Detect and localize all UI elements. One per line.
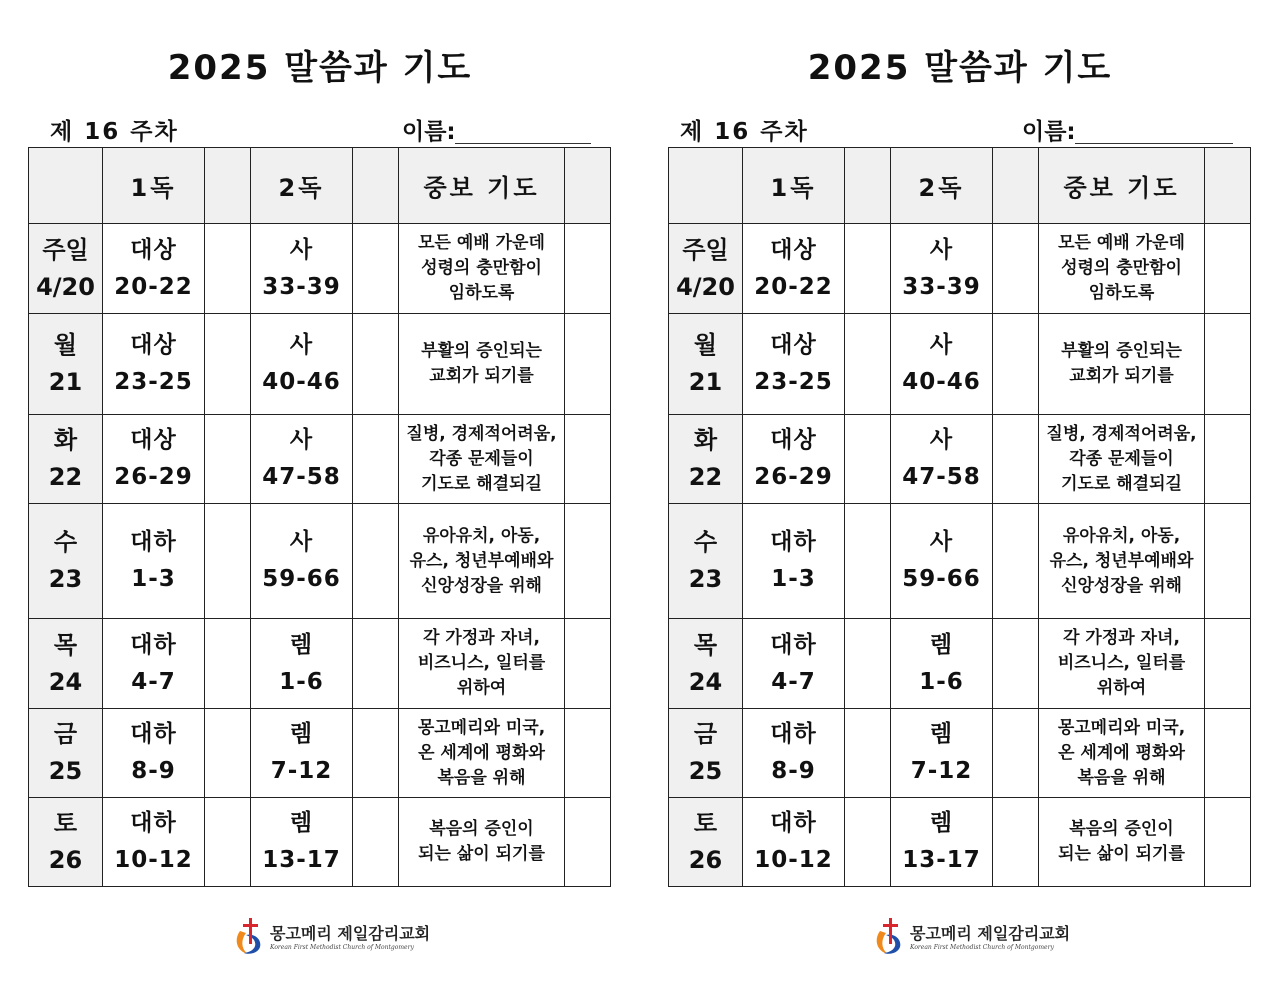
reading2-check-cell[interactable]: [353, 224, 399, 314]
prayer-cell: [399, 619, 565, 709]
prayer-line: 비즈니스, 일터를: [1057, 653, 1186, 673]
reading-prayer-table: [28, 147, 611, 887]
reading1-book: 대하: [130, 529, 177, 555]
reading2-check-cell[interactable]: [993, 415, 1039, 504]
reading1-chapters: 10-12: [754, 847, 833, 873]
reading2-chapters: 47-58: [902, 464, 981, 490]
table-row: [669, 504, 1251, 619]
week-label: 제 16 주차: [680, 119, 809, 145]
reading1-book: 대상: [770, 332, 817, 358]
day-cell: [29, 504, 103, 619]
prayer-check-cell[interactable]: [565, 415, 611, 504]
day-cell: [669, 314, 743, 415]
header-prayer: 중보 기도: [1039, 148, 1205, 224]
day-name: 금: [693, 720, 718, 748]
reading1-check-cell[interactable]: [205, 798, 251, 887]
table-row: [669, 314, 1251, 415]
prayer-check-cell[interactable]: [1205, 314, 1251, 415]
prayer-line: 부활의 증인되는: [421, 341, 542, 361]
reading2-check-cell[interactable]: [353, 709, 399, 798]
name-input-line[interactable]: [1075, 143, 1233, 144]
prayer-line: 성령의 충만함이: [421, 258, 542, 278]
reading2-check-cell[interactable]: [353, 619, 399, 709]
prayer-line: 몽고메리와 미국,: [417, 717, 546, 738]
reading1-cell: [743, 798, 845, 887]
prayer-line: 각 가정과 자녀,: [423, 628, 540, 648]
prayer-line: 교회가 되기를: [429, 366, 534, 386]
reading1-check-cell[interactable]: [845, 619, 891, 709]
prayer-line: 기도로 해결되길: [1061, 473, 1182, 494]
prayer-cell: [399, 314, 565, 415]
table-row: [669, 224, 1251, 314]
header-reading1: 1독: [103, 148, 205, 224]
reading1-chapters: 26-29: [114, 464, 193, 490]
name-input-line[interactable]: [455, 143, 591, 144]
reading2-chapters: 59-66: [902, 566, 981, 592]
header-check3: [1205, 148, 1251, 224]
prayer-line: 위하여: [1096, 678, 1147, 698]
day-date: 24: [688, 667, 723, 696]
reading1-book: 대상: [130, 236, 177, 263]
prayer-check-cell[interactable]: [1205, 504, 1251, 619]
reading2-book: 렘: [289, 810, 314, 836]
reading2-cell: [251, 415, 353, 504]
table-header-row: [29, 148, 611, 224]
reading2-cell: [891, 415, 993, 504]
prayer-check-cell[interactable]: [1205, 415, 1251, 504]
reading2-book: 사: [929, 332, 954, 358]
reading2-book: 렘: [289, 631, 314, 658]
reading2-chapters: 7-12: [270, 758, 333, 784]
prayer-line: 임하도록: [448, 283, 515, 303]
reading2-check-cell[interactable]: [993, 709, 1039, 798]
page-title: 2025 말씀과 기도: [807, 48, 1113, 88]
prayer-check-cell[interactable]: [565, 798, 611, 887]
reading2-cell: [251, 709, 353, 798]
day-name: 주일: [42, 235, 89, 264]
prayer-check-cell[interactable]: [565, 314, 611, 415]
prayer-cell: [399, 798, 565, 887]
church-name: 몽고메리 제일감리교회: [910, 924, 1071, 943]
prayer-line: 임하도록: [1088, 283, 1155, 303]
reading1-book: 대하: [770, 631, 817, 658]
reading1-book: 대상: [130, 332, 177, 358]
reading2-chapters: 13-17: [902, 847, 981, 873]
reading2-check-cell[interactable]: [353, 314, 399, 415]
reading2-check-cell[interactable]: [993, 798, 1039, 887]
page-title: 2025 말씀과 기도: [167, 48, 473, 88]
prayer-check-cell[interactable]: [565, 504, 611, 619]
prayer-line: 비즈니스, 일터를: [417, 653, 546, 673]
prayer-line: 질병, 경제적어려움,: [406, 423, 557, 444]
header-reading2: 2독: [891, 148, 993, 224]
day-cell: [669, 504, 743, 619]
reading2-chapters: 59-66: [262, 566, 341, 592]
reading1-chapters: 20-22: [754, 273, 833, 300]
reading2-check-cell[interactable]: [353, 798, 399, 887]
table-header-row: [669, 148, 1251, 224]
reading1-check-cell[interactable]: [845, 415, 891, 504]
reading1-cell: [743, 709, 845, 798]
table-row: [29, 415, 611, 504]
church-subtitle: Korean First Methodist Church of Montgomery: [910, 944, 1054, 951]
prayer-line: 교회가 되기를: [1069, 366, 1174, 386]
church-logo-icon: [872, 915, 908, 957]
reading1-cell: [103, 709, 205, 798]
reading1-cell: [743, 504, 845, 619]
header-day: [669, 148, 743, 224]
reading2-cell: [891, 504, 993, 619]
church-logo: [232, 915, 430, 957]
prayer-line: 위하여: [456, 678, 507, 698]
header-check2: [353, 148, 399, 224]
day-date: 25: [688, 757, 723, 785]
prayer-check-cell[interactable]: [1205, 619, 1251, 709]
reading1-chapters: 1-3: [771, 566, 816, 592]
reading1-book: 대하: [130, 721, 177, 747]
day-date: 26: [688, 846, 723, 874]
prayer-check-cell[interactable]: [565, 709, 611, 798]
reading2-check-cell[interactable]: [993, 504, 1039, 619]
reading2-book: 사: [929, 427, 954, 453]
prayer-check-cell[interactable]: [1205, 709, 1251, 798]
worksheet-right: [640, 0, 1280, 989]
prayer-cell: [1039, 224, 1205, 314]
day-cell: [669, 224, 743, 314]
name-label: 이름:: [1022, 119, 1076, 145]
day-name: 화: [693, 426, 718, 454]
prayer-line: 유아유치, 아동,: [422, 525, 541, 546]
reading2-cell: [891, 709, 993, 798]
prayer-line: 신앙성장을 위해: [1061, 575, 1182, 596]
reading2-cell: [251, 798, 353, 887]
reading1-cell: [743, 619, 845, 709]
reading2-chapters: 7-12: [910, 758, 973, 784]
reading1-cell: [103, 224, 205, 314]
reading2-book: 렘: [929, 721, 954, 747]
day-date: 21: [688, 368, 723, 396]
reading2-cell: [251, 504, 353, 619]
reading2-cell: [251, 619, 353, 709]
prayer-cell: [1039, 504, 1205, 619]
prayer-line: 성령의 충만함이: [1061, 258, 1182, 278]
prayer-line: 모든 예배 가운데: [1058, 233, 1185, 253]
table-row: [669, 709, 1251, 798]
reading1-chapters: 4-7: [131, 668, 176, 695]
reading2-cell: [891, 798, 993, 887]
day-date: 26: [48, 846, 83, 874]
church-subtitle: Korean First Methodist Church of Montgomery: [270, 944, 414, 951]
day-name: 화: [53, 426, 78, 454]
day-date: 22: [48, 463, 83, 491]
prayer-cell: [1039, 314, 1205, 415]
prayer-line: 유아유치, 아동,: [1062, 525, 1181, 546]
table-row: [29, 619, 611, 709]
reading1-check-cell[interactable]: [205, 224, 251, 314]
reading1-chapters: 1-3: [131, 566, 176, 592]
day-name: 목: [53, 630, 78, 659]
day-date: 4/20: [36, 272, 95, 301]
reading1-book: 대상: [130, 427, 177, 453]
church-logo-icon: [232, 915, 268, 957]
prayer-line: 복음을 위해: [1077, 767, 1166, 788]
prayer-check-cell[interactable]: [1205, 224, 1251, 314]
day-name: 월: [53, 331, 78, 359]
day-cell: [669, 415, 743, 504]
day-date: 24: [48, 667, 83, 696]
reading1-check-cell[interactable]: [845, 314, 891, 415]
reading2-book: 사: [289, 332, 314, 358]
church-logo: [872, 915, 1070, 957]
header-reading1: 1독: [743, 148, 845, 224]
reading2-check-cell[interactable]: [993, 619, 1039, 709]
reading2-book: 사: [289, 236, 314, 263]
table-row: [29, 504, 611, 619]
prayer-cell: [399, 709, 565, 798]
day-name: 주일: [682, 235, 729, 264]
reading2-cell: [891, 314, 993, 415]
day-cell: [669, 619, 743, 709]
header-check1: [845, 148, 891, 224]
reading1-book: 대하: [770, 810, 817, 836]
reading1-cell: [103, 798, 205, 887]
table-row: [29, 798, 611, 887]
reading1-check-cell[interactable]: [845, 224, 891, 314]
day-date: 25: [48, 757, 83, 785]
prayer-check-cell[interactable]: [1205, 798, 1251, 887]
day-name: 금: [53, 720, 78, 748]
prayer-line: 유스, 청년부예배와: [1049, 550, 1194, 571]
reading2-cell: [251, 314, 353, 415]
table-row: [29, 314, 611, 415]
prayer-cell: [1039, 415, 1205, 504]
reading2-book: 사: [289, 427, 314, 453]
reading1-chapters: 4-7: [771, 668, 816, 695]
reading1-cell: [743, 314, 845, 415]
reading1-check-cell[interactable]: [205, 619, 251, 709]
reading2-check-cell[interactable]: [993, 224, 1039, 314]
prayer-line: 복음의 증인이: [1069, 819, 1174, 839]
reading2-check-cell[interactable]: [353, 415, 399, 504]
day-cell: [29, 798, 103, 887]
header-check3: [565, 148, 611, 224]
reading2-cell: [891, 224, 993, 314]
day-cell: [29, 619, 103, 709]
reading1-book: 대하: [770, 529, 817, 555]
day-date: 23: [48, 565, 83, 593]
reading2-chapters: 13-17: [262, 847, 341, 873]
reading1-chapters: 26-29: [754, 464, 833, 490]
day-cell: [29, 415, 103, 504]
reading1-chapters: 20-22: [114, 273, 193, 300]
reading1-chapters: 8-9: [131, 758, 176, 784]
table-row: [669, 619, 1251, 709]
reading2-book: 사: [929, 529, 954, 555]
prayer-cell: [399, 415, 565, 504]
header-day: [29, 148, 103, 224]
reading1-check-cell[interactable]: [845, 504, 891, 619]
reading2-chapters: 47-58: [262, 464, 341, 490]
day-name: 수: [693, 528, 718, 556]
prayer-line: 온 세계에 평화와: [1058, 742, 1185, 763]
reading1-book: 대하: [130, 810, 177, 836]
reading1-chapters: 8-9: [771, 758, 816, 784]
day-name: 토: [693, 809, 718, 837]
day-name: 월: [693, 331, 718, 359]
reading2-book: 렘: [289, 721, 314, 747]
reading1-book: 대상: [770, 236, 817, 263]
header-reading2: 2독: [251, 148, 353, 224]
reading1-book: 대상: [770, 427, 817, 453]
reading2-check-cell[interactable]: [993, 314, 1039, 415]
reading1-check-cell[interactable]: [205, 415, 251, 504]
prayer-cell: [1039, 709, 1205, 798]
day-name: 수: [53, 528, 78, 556]
prayer-check-cell[interactable]: [565, 619, 611, 709]
prayer-cell: [1039, 798, 1205, 887]
day-date: 23: [688, 565, 723, 593]
prayer-line: 유스, 청년부예배와: [409, 550, 554, 571]
day-name: 목: [693, 630, 718, 659]
table-row: [669, 798, 1251, 887]
table-row: [669, 415, 1251, 504]
day-cell: [29, 314, 103, 415]
day-date: 4/20: [676, 272, 735, 301]
reading2-book: 렘: [929, 631, 954, 658]
reading1-check-cell[interactable]: [205, 314, 251, 415]
prayer-line: 몽고메리와 미국,: [1057, 717, 1186, 738]
prayer-line: 기도로 해결되길: [421, 473, 542, 494]
reading2-chapters: 33-39: [902, 273, 981, 300]
reading1-check-cell[interactable]: [205, 504, 251, 619]
reading1-book: 대하: [130, 631, 177, 658]
prayer-line: 각종 문제들이: [1069, 448, 1174, 469]
reading2-chapters: 33-39: [262, 273, 341, 300]
reading1-cell: [743, 224, 845, 314]
reading1-cell: [743, 415, 845, 504]
reading1-chapters: 23-25: [114, 369, 193, 395]
prayer-line: 질병, 경제적어려움,: [1046, 423, 1197, 444]
reading2-chapters: 1-6: [919, 668, 964, 695]
prayer-check-cell[interactable]: [565, 224, 611, 314]
day-date: 22: [688, 463, 723, 491]
prayer-line: 온 세계에 평화와: [418, 742, 545, 763]
reading-prayer-table: [668, 147, 1251, 887]
prayer-line: 각종 문제들이: [429, 448, 534, 469]
day-cell: [29, 224, 103, 314]
header-prayer: 중보 기도: [399, 148, 565, 224]
day-cell: [669, 709, 743, 798]
reading2-chapters: 40-46: [262, 369, 341, 395]
prayer-cell: [399, 224, 565, 314]
reading1-cell: [103, 504, 205, 619]
name-label: 이름:: [402, 119, 456, 145]
prayer-line: 부활의 증인되는: [1061, 341, 1182, 361]
reading2-book: 사: [929, 236, 954, 263]
week-label: 제 16 주차: [50, 119, 179, 145]
reading2-cell: [891, 619, 993, 709]
reading2-chapters: 40-46: [902, 369, 981, 395]
prayer-line: 복음의 증인이: [429, 819, 534, 839]
reading1-check-cell[interactable]: [205, 709, 251, 798]
reading1-check-cell[interactable]: [845, 798, 891, 887]
prayer-cell: [1039, 619, 1205, 709]
prayer-line: 각 가정과 자녀,: [1063, 628, 1180, 648]
reading1-chapters: 23-25: [754, 369, 833, 395]
prayer-line: 신앙성장을 위해: [421, 575, 542, 596]
reading2-book: 사: [289, 529, 314, 555]
reading1-check-cell[interactable]: [845, 709, 891, 798]
reading2-chapters: 1-6: [279, 668, 324, 695]
reading1-cell: [103, 415, 205, 504]
table-row: [29, 709, 611, 798]
reading1-chapters: 10-12: [114, 847, 193, 873]
reading1-cell: [103, 314, 205, 415]
reading2-book: 렘: [929, 810, 954, 836]
day-cell: [29, 709, 103, 798]
prayer-line: 복음을 위해: [437, 767, 526, 788]
header-check1: [205, 148, 251, 224]
prayer-line: 모든 예배 가운데: [418, 233, 545, 253]
day-date: 21: [48, 368, 83, 396]
prayer-line: 되는 삶이 되기를: [418, 844, 545, 864]
prayer-cell: [399, 504, 565, 619]
day-name: 토: [53, 809, 78, 837]
table-row: [29, 224, 611, 314]
day-cell: [669, 798, 743, 887]
reading2-cell: [251, 224, 353, 314]
reading2-check-cell[interactable]: [353, 504, 399, 619]
church-name: 몽고메리 제일감리교회: [270, 924, 431, 943]
reading1-cell: [103, 619, 205, 709]
prayer-line: 되는 삶이 되기를: [1058, 844, 1185, 864]
reading1-book: 대하: [770, 721, 817, 747]
header-check2: [993, 148, 1039, 224]
